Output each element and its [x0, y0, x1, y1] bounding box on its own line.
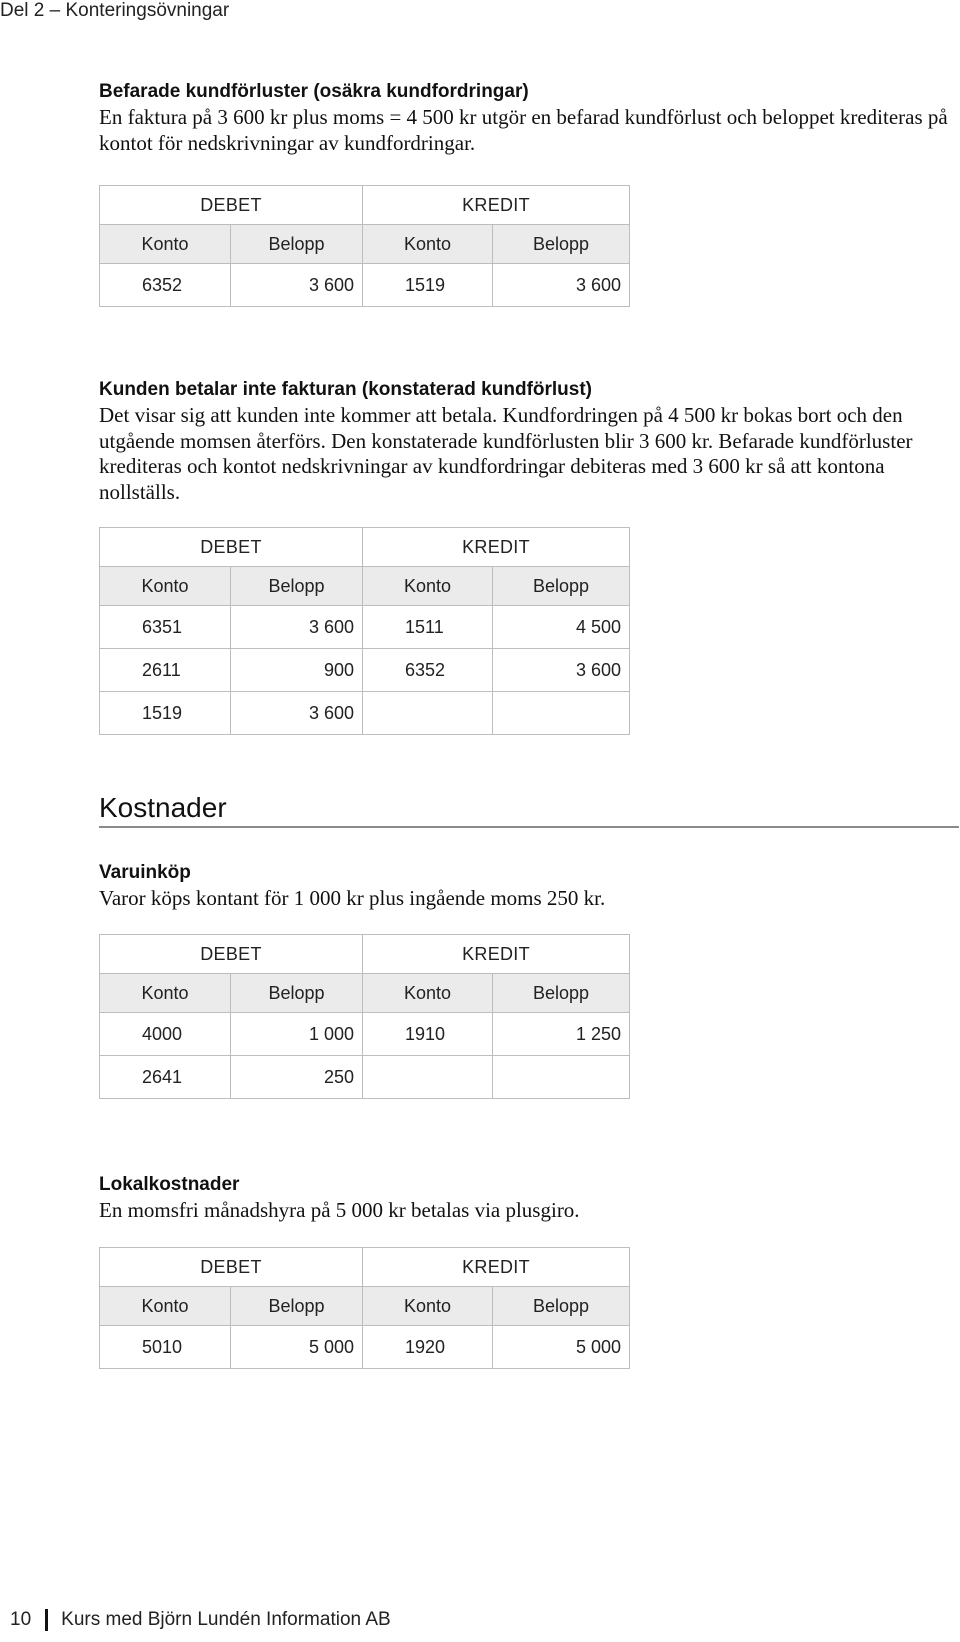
- kredit-konto: [363, 692, 493, 735]
- debet-belopp: 1 000: [231, 1013, 363, 1056]
- debet-konto: 1519: [100, 692, 231, 735]
- debet-belopp: 250: [231, 1056, 363, 1099]
- debet-belopp: 3 600: [231, 606, 363, 649]
- column-header: Belopp: [231, 974, 363, 1013]
- column-header: Konto: [100, 567, 231, 606]
- column-header: Belopp: [493, 974, 630, 1013]
- debet-konto: 6351: [100, 606, 231, 649]
- running-header: Del 2 – Konteringsövningar: [0, 0, 230, 21]
- section-heading: Kunden betalar inte fakturan (konstaterad kundförlust): [99, 379, 592, 400]
- kredit-header: KREDIT: [363, 528, 630, 567]
- kredit-konto: 1519: [363, 264, 493, 307]
- kredit-konto: 1920: [363, 1326, 493, 1369]
- kredit-belopp: 5 000: [493, 1326, 630, 1369]
- debet-header: DEBET: [100, 935, 363, 974]
- kredit-konto: 1910: [363, 1013, 493, 1056]
- debet-header: DEBET: [100, 528, 363, 567]
- section-varuinkop: [99, 862, 959, 912]
- table-row: [100, 1056, 630, 1099]
- section-text: En momsfri månadshyra på 5 000 kr betalas via plusgiro.: [99, 1198, 580, 1222]
- column-header: Konto: [363, 1287, 493, 1326]
- column-header: Konto: [363, 225, 493, 264]
- kredit-konto: 1511: [363, 606, 493, 649]
- debet-belopp: 5 000: [231, 1326, 363, 1369]
- heading-rule: [99, 826, 959, 828]
- debet-header: DEBET: [100, 186, 363, 225]
- section-text: Det visar sig att kunden inte kommer att betala. Kundfordringen på 4 500 kr bokas bort och den utgående momsen återförs. Den konstaterade kundförlusten blir 3 600 kr. Befarade kundförluster krediteras och kontot nedskrivningar av kundfordringar debiteras med 3 600 kr så att kontona nollställs.: [99, 403, 913, 504]
- debet-belopp: 3 600: [231, 692, 363, 735]
- section-heading: Befarade kundförluster (osäkra kundfordringar): [99, 81, 529, 102]
- column-header: Belopp: [493, 567, 630, 606]
- debet-konto: 5010: [100, 1326, 231, 1369]
- debet-belopp: 3 600: [231, 264, 363, 307]
- column-header: Konto: [100, 225, 231, 264]
- debet-konto: 2641: [100, 1056, 231, 1099]
- table-row: [100, 692, 630, 735]
- kredit-belopp: 3 600: [493, 264, 630, 307]
- kredit-belopp: [493, 1056, 630, 1099]
- column-header: Belopp: [231, 567, 363, 606]
- section-heading: Lokalkostnader: [99, 1174, 240, 1195]
- page-number: 10: [10, 1609, 32, 1630]
- kredit-konto: [363, 1056, 493, 1099]
- konto-table-befarade: [99, 185, 630, 307]
- table-row: [100, 606, 630, 649]
- debet-konto: 6352: [100, 264, 231, 307]
- kredit-belopp: 4 500: [493, 606, 630, 649]
- konto-table-lokalkostnader: [99, 1247, 630, 1369]
- column-header: Konto: [363, 974, 493, 1013]
- section-text: En faktura på 3 600 kr plus moms = 4 500 kr utgör en befarad kundförlust och beloppet krediteras på kontot för nedskrivningar av kundfordringar.: [99, 105, 948, 155]
- column-header: Konto: [100, 974, 231, 1013]
- section-text: Varor köps kontant för 1 000 kr plus ingående moms 250 kr.: [99, 886, 606, 910]
- kredit-header: KREDIT: [363, 1248, 630, 1287]
- kredit-header: KREDIT: [363, 186, 630, 225]
- kredit-belopp: [493, 692, 630, 735]
- column-header: Belopp: [231, 1287, 363, 1326]
- publisher-name: Kurs med Björn Lundén Information AB: [61, 1609, 391, 1630]
- debet-belopp: 900: [231, 649, 363, 692]
- page-footer: [10, 1609, 391, 1631]
- section-heading: Varuinköp: [99, 862, 191, 883]
- konto-table-varuinkop: [99, 934, 630, 1099]
- column-header: Konto: [363, 567, 493, 606]
- column-header: Belopp: [493, 1287, 630, 1326]
- column-header: Belopp: [231, 225, 363, 264]
- debet-konto: 4000: [100, 1013, 231, 1056]
- section-lokalkostnader: [99, 1174, 959, 1224]
- table-row: [100, 649, 630, 692]
- kredit-konto: 6352: [363, 649, 493, 692]
- debet-konto: 2611: [100, 649, 231, 692]
- section-konstaterad: [99, 379, 959, 505]
- table-row: [100, 1326, 630, 1369]
- section-befarade: [99, 81, 959, 156]
- table-row: [100, 1013, 630, 1056]
- footer-divider: [45, 1609, 48, 1631]
- column-header: Konto: [100, 1287, 231, 1326]
- table-row: [100, 264, 630, 307]
- chapter-title: Kostnader: [99, 792, 227, 823]
- kredit-belopp: 3 600: [493, 649, 630, 692]
- debet-header: DEBET: [100, 1248, 363, 1287]
- konto-table-konstaterad: [99, 527, 630, 735]
- kredit-header: KREDIT: [363, 935, 630, 974]
- kredit-belopp: 1 250: [493, 1013, 630, 1056]
- column-header: Belopp: [493, 225, 630, 264]
